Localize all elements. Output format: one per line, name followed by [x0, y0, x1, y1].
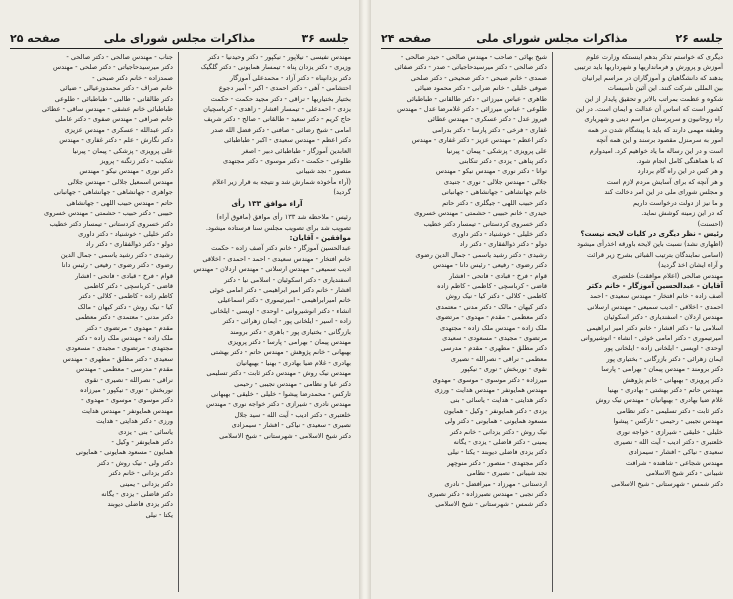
text-line: دکتر مجتهدی - منصور - دکتر منوچهر — [447, 458, 547, 467]
right-col-right-subheading: آقایان - عبدالحسین آموزگار - خانم دکتر — [587, 281, 723, 290]
text-line: صمدزاده - خانم دکتر صبحی - — [92, 73, 173, 82]
text-line: شیخ بهائی - صاحب - مهندس صالحی - حیدر صالحی - — [400, 53, 547, 61]
right-page-header — [381, 30, 723, 49]
text-line: همایون - مسعود همایونی - همایونی — [75, 448, 173, 457]
left-page-column-left — [10, 52, 173, 597]
text-line: معظمی - نراقی - نصرالله - نصیری — [450, 354, 547, 363]
text-line: آموزش و پرورش و فرمانداریها و شهرداریها باید ترتیبی — [574, 63, 723, 72]
text-line: دکتر خلیلی - خوشنیاد - دکتر داوری — [78, 229, 173, 238]
text-line: نصیری - سعیدی - نیاکی - افشار - سیمزادی — [231, 421, 351, 430]
text-line: دکتر مدنی - معتمدی - دکتر معظمی — [75, 313, 173, 322]
text-line: دکتر رضوی - رفیعی - رئیس دانا - مهندس — [432, 261, 547, 270]
text-line: بهبهانی - خانم پژوهش - مهندس حاتم - دکتر بهشتی — [210, 348, 351, 357]
text-line: دکتر نوری - مهندس نیکو - مهندس — [79, 167, 173, 176]
text-line: علی پرویزی - پزشکی - پیمان - پیرنیا — [72, 146, 173, 155]
text-line: طاهری - عباس میرزائی - دکتر طالقانی - طباطبائی — [406, 94, 547, 103]
text-line: انشاء - دکتر انوشیروانی - اوحدی - اویسی - ایلخانی — [210, 306, 351, 315]
text-line: قوام - فرخ - قبادی - فاتحی - افشار — [449, 271, 547, 280]
text-line: خلعتبری - دکتر ادیب - آیت الله - نصیری — [614, 438, 723, 447]
right-page — [371, 0, 733, 599]
text-line: خانم افتخار - مهندس سعیدی - احمد - احمدی - اخلاقی — [202, 254, 351, 263]
text-line: دکتر نگارش - علم - دکتر غفاری - مهندس — [59, 136, 173, 145]
right-page-number: صفحه ۲۴ — [381, 32, 432, 45]
text-line: قاضی - کرباسچی - کاظمی - کاظم زاده — [437, 281, 547, 290]
text-line: زاده - اسیر - ایلخانی پور - ایمان زهرائی - دکتر — [222, 317, 351, 326]
text-line: مهندس اردلان - اسفندیاری - دکتر اسکوئیان — [603, 313, 723, 322]
text-line: اوحدی - اویسی - ایلخانی زاده - ایلخانی پور — [604, 344, 723, 353]
text-line: طباطبائی خانم عشقی - مهندس ساقی - عطائی — [41, 105, 173, 114]
text-line: دکتر یزدانپناه - دکتر آزاد - محمدعلی آموزگار — [229, 73, 351, 82]
text-line: شیبانی - دکتر شیخ الاسلامی — [645, 469, 723, 478]
left-page — [0, 0, 359, 599]
text-line: مقدم - مهدوی - مرتضوی - دکتر — [85, 323, 173, 332]
text-line: عبدالحسین آموزگار - خانم دکتر آصف زاده - حکمت — [211, 244, 351, 253]
text-line: حاج کریم - دکتر سعید - طالقانی - صالح - دکتر شریف — [203, 115, 351, 124]
text-line: بین المللی شرکت کنند. این آئین تأسیسات — [607, 84, 723, 93]
text-line: نجد شیبانی - نصیری - نظامی — [466, 469, 547, 478]
right-page-column-divider — [552, 52, 553, 592]
left-col-right-body — [183, 212, 351, 233]
left-page-column-right — [183, 52, 351, 597]
text-line: دکتر همایونفر - وکیل - — [111, 438, 173, 447]
text-line: مهندس همایونفر - مهندس هدایت — [81, 406, 173, 415]
text-line: قوام - فرخ - قبادی - فاتحی - افشار — [75, 271, 173, 280]
book-gutter — [359, 0, 371, 599]
text-line: مسعود همایونی - همایونی - دکتر ولی — [444, 417, 547, 426]
text-line: یکتا - نیلی — [145, 510, 173, 519]
text-line: دکتر خسروی کردستانی - تیمسار دکتر خطیب — [423, 219, 547, 228]
text-line: دکتر نجبی - مهندس نصیرزاده - دکتر نصیری — [427, 490, 547, 499]
text-line: دکتر مطلق - مطهری - مقدم - مدرسی — [440, 344, 547, 353]
text-line: (اظهاری نشد) نسبت باین لایحه باورقه اخذرأی میشود — [577, 240, 723, 249]
text-line: دکتر خسروی کردستانی - تیمسار دکتر خطیب — [49, 219, 173, 228]
text-line: مهندس نیک روش - مهندس دکتر ثابت - دکتر تسلیمی — [206, 369, 351, 378]
text-line: دکتر یزدی فاضلی دیوبند - یکتا - نیلی — [447, 448, 547, 457]
text-line: گردید) — [333, 188, 351, 197]
text-line: مهندس همایونفر - مهندس هدایت - ورزی — [434, 386, 547, 394]
text-line: ایمان زهرائی - دکتر بازرگانی - بختیاری پور — [606, 354, 723, 363]
text-line: و آراء ایشان اخذ گردید) — [658, 261, 723, 270]
text-line: احتشامی - آهی - دکتر احمدی - اکبر - آمیر دجوع — [218, 84, 351, 93]
text-line: دکتر خلیلی - خوشنیاد - دکتر داوری — [452, 229, 547, 238]
text-line: دکتر اعظم - مهندس سعیدی - اکبر - طباطبائی — [224, 136, 351, 145]
right-col-right-body — [557, 239, 723, 281]
text-line: دیگری که خواستم تذکر بدهم اینستکه وزارت علوم — [586, 53, 723, 61]
text-line: نوربخش - نوری - نیکپور - میرزاده — [80, 386, 173, 394]
text-line: دکتر صالحی - دکتر میرسیدحاجیاتی - صدر - دکتر صفائی — [394, 63, 547, 72]
text-line: وزیری - دکتر یزدان پناه - تیمسار همایونی - دکتر گلگیک — [200, 63, 351, 72]
left-page-title: مذاکرات مجلس شورای ملی — [103, 32, 256, 45]
text-line: راه روحانیون و سرپرستان مراسم دینی و شهریاری — [584, 115, 723, 124]
text-line: دکتر یزدانی - خانم دکتر — [108, 469, 173, 478]
text-line: خانم جهانشاهی - جهانشاهی - جهانبانی — [441, 188, 547, 197]
text-line: علی پرویزی - پزشکی - پیمان - پیرنیا — [446, 146, 547, 155]
text-line: صمدی - خانم صبحی - دکتر صحیحی - دکتر صلحی — [410, 73, 547, 82]
text-line: ادیب سمیعی - مهندس ارسلانی - مهندس اردلان - مهندس — [193, 265, 351, 274]
text-line: مهندس نجیبی - رحیمی - تارکس - پیشوا — [613, 417, 723, 426]
text-line: دکتر میرسیدحاجیاتی - دکتر صلحی - مهندس — [53, 63, 173, 72]
text-line: وظیفه مهمی دارند که باید با پیشگام شدن در همه — [587, 125, 723, 134]
text-line: دکتر شمس - شهرستانی - شیخ الاسلامی — [435, 500, 547, 509]
text-line: دکتر شیخ الاسلامی - شهرستانی - شیخ الاسلامی — [219, 431, 351, 440]
text-line: مهندس حاتم - دکتر بهشتی - بهادری - بهنیا — [607, 386, 723, 394]
text-line: (اسامی نمایندگان بترتیب الفبائی بشرح زیر قرائت — [587, 250, 723, 259]
text-line: طلوعی - حکمت - دکتر موسوی - دکتر مجتهدی — [222, 157, 351, 166]
text-line: دکتر ثابت - دکتر تسلیمی - دکتر نظامی — [616, 406, 723, 415]
text-line: جواهری - جهانشاهی - جهانشاهی - جهانبانی — [53, 188, 173, 197]
text-line: رشیدی - دکتر رشید یاسمی - جمال الدین رضوی — [415, 250, 547, 259]
text-line: جناب - مهندس صالحی - دکتر صالحی - — [66, 53, 173, 61]
text-line: تارکس - محمدرضا پیشوا - خلیلی - خلیقی - بهبهانی — [210, 390, 351, 398]
text-line: رشیدی - دکتر رشید یاسمی - جمال الدین — [60, 250, 173, 259]
text-line: دکتر برومند - مهندس پیمان - بهرامی - پارسا — [601, 365, 723, 374]
text-line: دکتر شمس - شهرستانی - شیخ الاسلامی — [611, 479, 723, 488]
text-line: مهندس صالحی (اعلام موافقت) خلعتبری — [612, 271, 723, 280]
left-col-right-subheading: موافقین - آقایان: — [289, 233, 351, 242]
text-line: دکتر یزدی فاضلی دیوبند — [107, 500, 173, 509]
text-line: مقدم - مدرسی - معظمی - مهندس — [76, 365, 173, 374]
text-line: سعیدی - نیاکی - افشار - سیمزادی — [628, 448, 723, 457]
text-line: خانم امیرابراهیمی - امیرتیموری - دکتر اسماعیلی — [217, 296, 351, 305]
text-line: مهندس نادری - شیرازی - دکتر خواجه نوری - مهندس — [206, 400, 351, 409]
text-line: بختیار بختیاریها - نراقی - دکتر مجید حکمت - حکمت — [210, 94, 351, 103]
text-line: شکیب - دکتر زنگنه - پرویز — [100, 157, 173, 166]
text-line: حاتم - مهندس حبیب اللهی - جهانشاهی — [66, 198, 173, 207]
left-page-column-divider — [178, 52, 179, 592]
text-line: یزدی - احمدعلی - تیمسار افشار - زاهدی - کرباسچیان — [203, 105, 351, 114]
right-col-right-text — [557, 52, 723, 229]
text-line: دکتر یزدانی - یمینی — [119, 479, 173, 488]
text-line: دکتر پناهی - یزدی - دکتر تنکابنی — [459, 157, 547, 166]
text-line: ملک زاده - مهندس ملک زاده - مجتهدی — [440, 323, 547, 332]
text-line: مهندس شجاعی - شاهنده - شرافت — [625, 458, 723, 467]
text-line: و هر آنچه که برای آسایش مردم لازم است — [606, 177, 723, 186]
text-line: است و در این رساله ما یاد خواهیم کرد. امیدوارم — [589, 146, 723, 155]
text-line: دکتر ولی - نیک روش - دکتر — [97, 458, 173, 467]
text-line: منصور - نجد شیبانی — [296, 167, 351, 176]
text-line: تصویب شد برای تصویب مجلس سنا فرستاده میشود. — [205, 223, 351, 232]
text-line: امامی - شیخ رضائی - صافنی - دکتر فضل الله صدر — [210, 125, 351, 134]
text-line: مجتهدی - مرتضوی - مجیدی - مسعودی — [66, 344, 173, 353]
text-line: توانا - دکتر نوری - مهندس نیکو - مهندس — [435, 167, 547, 176]
text-line: فیروز عدل - دکتر عسکری - مهندس عطائی — [427, 115, 547, 124]
text-line: یاسائی - بنی - یزدی — [118, 427, 173, 436]
text-line: جلالی - مهندس جلالی - نوری - جنیدی — [443, 177, 547, 186]
text-line: دکتر حبیب اللهی - جیگلری - دکتر حاتم — [442, 198, 547, 207]
text-line: یزدی - دکتر همایونفر - وکیل - همایون — [443, 406, 547, 415]
left-page-number: صفحه ۲۵ — [10, 32, 61, 45]
text-line: افشار - خانم دکتر امیر ابراهیمی - دکتر امامی خوئی — [209, 285, 351, 294]
text-line: دکتر کیهان - مالک - دکتر مدنی - معتمدی — [435, 302, 547, 311]
text-line: مرتضوی - مجیدی - مسعودی - سعیدی — [442, 333, 547, 342]
text-line: کاظم زاده - کاظمی - کلالی - دکتر — [79, 292, 173, 301]
text-line: دکتر اعظم - مهندس عزیز - دکتر غفاری - مهندس — [411, 136, 547, 145]
text-line: خانم صرافی - مهندس صفوی - دکتر عاملی — [55, 115, 173, 124]
text-line: آصف زاده - خانم افتخار - مهندس سعیدی - احمد — [590, 292, 723, 301]
left-col-right-tail — [183, 243, 351, 441]
text-line: کشور است که اساس آن عدالت و ایمان است. در این — [575, 105, 723, 114]
text-line: نقوی - نوربخش - نوری - نیکپور — [460, 365, 547, 374]
text-line: که با هماهنگی کامل انجام شود. — [636, 157, 723, 166]
text-line: دکتر عبدالله - عسکری - مهندس عزیزی — [64, 125, 173, 134]
text-line: دکتر هدایتی - هدایت - یاسائی - بنی — [450, 396, 547, 405]
text-line: احمدی - اخلاقی - ادیب سمیعی - مهندس ارسلانی — [587, 302, 723, 311]
left-page-session: جلسه ۳۶ — [301, 32, 349, 45]
text-line: مهندس پیمان - بهرامی - پارسا - دکتر پرویزی — [227, 337, 351, 346]
text-line: دکتر طالقانی - طالبی - طباطبائی - طلوعی — [54, 94, 173, 103]
text-line: طلوعی - عباس میرزائی - دکتر غلامرضا عدل - مهندس — [397, 105, 547, 114]
text-line: دکتر پرویزی - بهبهانی - خانم پژوهش — [622, 375, 723, 384]
text-line: رئیس - ملاحظه شد ۱۳۳ رأی موافق (مافوق آراء) — [216, 213, 351, 222]
right-page-column-right — [557, 52, 723, 597]
text-line: غلام ضیا بهادری - بهبهانیان - مهندس نیک روش — [595, 396, 723, 405]
text-line: غفاری - فرخی - دکتر پارسا - دکتر بدرامی — [432, 125, 547, 134]
text-line: کاظمی - کلالی - دکتر کیا - نیک روش — [445, 292, 547, 301]
text-line: حیدری - خانم حبیبی - حشمتی - مهندس خسروی — [414, 209, 547, 218]
right-page-column-left — [381, 52, 547, 597]
left-page-header — [10, 30, 349, 49]
text-line: مهندس اسمعیل جلالی - مهندس جلالی — [67, 177, 173, 186]
text-line: دولو - دکتر ذوالفقاری - دکتر راد — [459, 240, 547, 249]
right-col-right-heading: رئیس - نظر دیگری در کلیات لایحه نیست؟ — [580, 229, 723, 238]
text-line: نراقی - نصرالله - نصیری - نقوی — [84, 375, 173, 384]
text-line: شکوه و عظمت بمراتب بالاتر و تحقیق پایدار از این — [584, 94, 723, 103]
text-line: میرزاده - دکتر موسوی - موسوی - مهدوی — [432, 375, 547, 384]
text-line: دکتر موسوی - موسوی - مهدوی - — [81, 396, 173, 405]
text-line: مهندس نفیسی - نیلاپور - نیکپور - دکتر وحیدنیا - دکتر — [207, 53, 351, 61]
text-line: خانم صراف - دکتر محمدوزعیالی - ضیائی — [59, 84, 173, 93]
text-line: اردستانی - مهرزاد - میرافضل - نادری — [444, 479, 547, 488]
text-line: ملک زاده - مهندس ملک زاده - دکتر — [75, 333, 173, 342]
text-line: سعیدی - دکتر مطلق - مطهری - مهندس — [62, 354, 173, 363]
right-page-title: مذاکرات مجلس شورای ملی — [476, 32, 628, 45]
text-line: خلیلی - خلیقی - شیرازی - خواجه نوری — [616, 427, 723, 436]
text-line: امور به سرمنزل مقصود برسند و این همه آنچه — [596, 136, 723, 145]
text-line: حبیبی - دکتر حبیب - حشمتی - مهندس خسروی — [44, 209, 173, 218]
text-line: خلعتبری - دکتر ادیب - آیت الله - سید جلال — [234, 410, 351, 419]
text-line: بهادری - غلام ضیا بهادری - بهنیا - بهبهانیان — [236, 358, 351, 367]
text-line: رضوی - دکتر رضوی - رفیعی - رئیس دانا — [61, 261, 173, 270]
text-line: (آراء مأخوذه شمارش شد و نتیجه به قرار زیر اعلام — [212, 177, 351, 186]
text-line: نیک روش - دکتر یزدانی - خانم دکتر — [450, 427, 547, 436]
right-page-session: جلسه ۲۶ — [675, 32, 723, 45]
left-col-right-list — [183, 52, 351, 198]
text-line: دکتر عیا و نظامی - مهندس نجیبی - رحیمی — [234, 379, 351, 388]
text-line: ورزی - دکتر هدایتی - هدایت — [96, 417, 173, 426]
text-line: العابدین آموزگار - طباطبائی دبیر - اصغر — [241, 146, 351, 155]
text-line: اسفندیاری - دکتر اسکوئیان - اسلامی نیا - دکتر — [224, 275, 351, 284]
text-line: و هر کس در این راه گام بردارد — [637, 167, 723, 176]
text-line: اسلامی نیا - دکتر افشار - خانم دکتر امیر ابراهیمی — [586, 323, 723, 332]
text-line: و ما نیز از دولت درخواست داریم — [633, 198, 723, 207]
text-line: دولو - دکتر ذوالفقاری - دکتر راد — [85, 240, 173, 249]
text-line: دکتر معظمی - مقدم - مهدوی - مرتضوی — [435, 313, 547, 322]
text-line: صوفی خلیلی - خانم ضرابی - دکتر محمود ضیائی — [414, 84, 547, 93]
right-col-right-tail — [557, 291, 723, 489]
text-line: که در این زمینه کوشش نماید. — [641, 209, 723, 218]
text-line: بدهند که دانشگاهیان و آموزگاران در مراسم ایرانیان — [581, 73, 723, 82]
text-line: کیا - نیک روش - دکتر کیهان - مالک — [77, 302, 173, 311]
text-line: (احسنت) — [697, 219, 723, 228]
text-line: امیرتیموری - دکتر امامی خوئی - انشاء - انوشیروانی — [580, 333, 723, 342]
text-line: بازرگانی - بختیاری پور - باهری - دکتر برومند — [230, 327, 351, 336]
text-line: یمینی - دکتر فاضلی - یزدی - یگانه — [453, 438, 547, 447]
text-line: دکتر فاضلی - یزدی - یگانه — [101, 490, 173, 499]
text-line: قاضی - کرباسچی - دکتر کاظمی — [84, 281, 173, 290]
text-line: و مجلس شورای ملی در این امر دخالت کند — [604, 188, 723, 197]
left-col-right-heading: آراء موافق ۱۳۳ رأی — [231, 198, 303, 208]
